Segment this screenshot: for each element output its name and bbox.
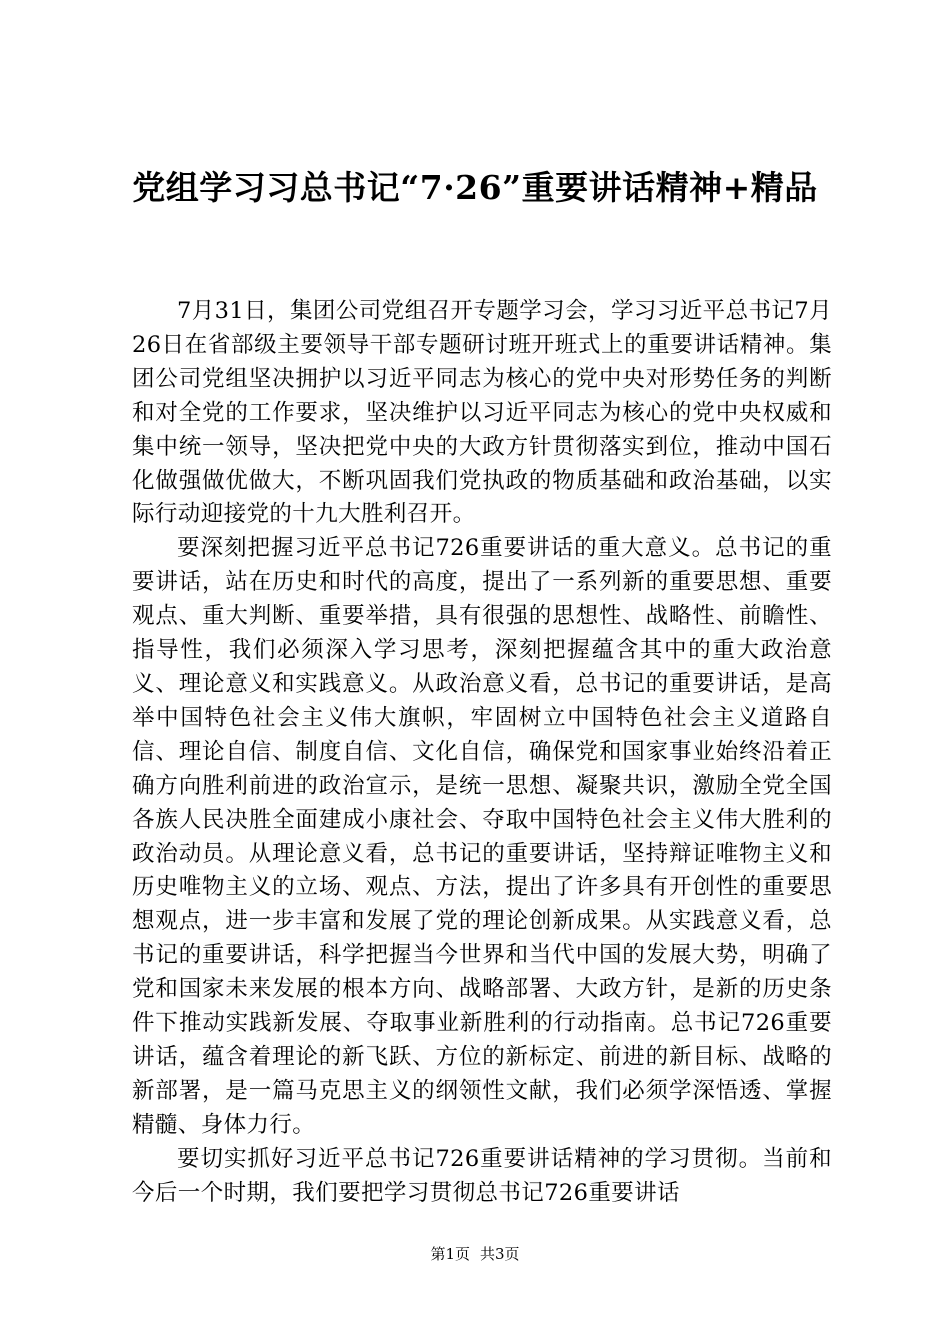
page-footer xyxy=(0,1244,950,1264)
document-title: 党组学习习总书记“7·26”重要讲话精神+精品 xyxy=(132,168,818,207)
paragraph-2: 要深刻把握习近平总书记726重要讲话的重大意义。总书记的重要讲话，站在历史和时代的高度，提出了一系列新的重要思想、重要观点、重大判断、重要举措，具有很强的思想性、战略性、前瞻性、指导性，我们必须深入学习思考，深刻把握蕴含其中的重大政治意义、理论意义和实践意义。从政治意义看，总书记的重要讲话，是高举中国特色社会主义伟大旗帜，牢固树立中国特色社会主义道路自信、理论自信、制度自信、文化自信，确保党和国家事业始终沿着正确方向胜利前进的政治宣示，是统一思想、凝聚共识，激励全党全国各族人民决胜全面建成小康社会、夺取中国特色社会主义伟大胜利的政治动员。从理论意义看，总书记的重要讲话，坚持辩证唯物主义和历史唯物主义的立场、观点、方法，提出了许多具有开创性的重要思想观点，进一步丰富和发展了党的理论创新成果。从实践意义看，总书记的重要讲话，科学把握当今世界和当代中国的发展大势，明确了党和国家未来发展的根本方向、战略部署、大政方针，是新的历史条件下推动实践新发展、夺取事业新胜利的行动指南。总书记726重要讲话，蕴含着理论的新飞跃、方位的新标定、前进的新目标、战略的新部署，是一篇马克思主义的纲领性文献，我们必须学深悟透、掌握精髓、身体力行。 xyxy=(132,535,832,1138)
page-number: 第1页 xyxy=(430,1245,470,1263)
page-total: 共3页 xyxy=(480,1245,520,1263)
paragraph-1: 7月31日，集团公司党组召开专题学习会，学习习近平总书记7月26日在省部级主要领导干部专题研讨班开班式上的重要讲话精神。集团公司党组坚决拥护以习近平同志为核心的党中央对形势任务的判断和对全党的工作要求，坚决维护以习近平同志为核心的党中央权威和集中统一领导，坚决把党中央的大政方针贯彻落实到位，推动中国石化做强做优做大，不断巩固我们党执政的物质基础和政治基础，以实际行动迎接党的十九大胜利召开。 xyxy=(132,298,832,528)
paragraph-3: 要切实抓好习近平总书记726重要讲话精神的学习贯彻。当前和今后一个时期，我们要把学习贯彻总书记726重要讲话 xyxy=(132,1145,832,1206)
document-body xyxy=(132,295,832,1210)
